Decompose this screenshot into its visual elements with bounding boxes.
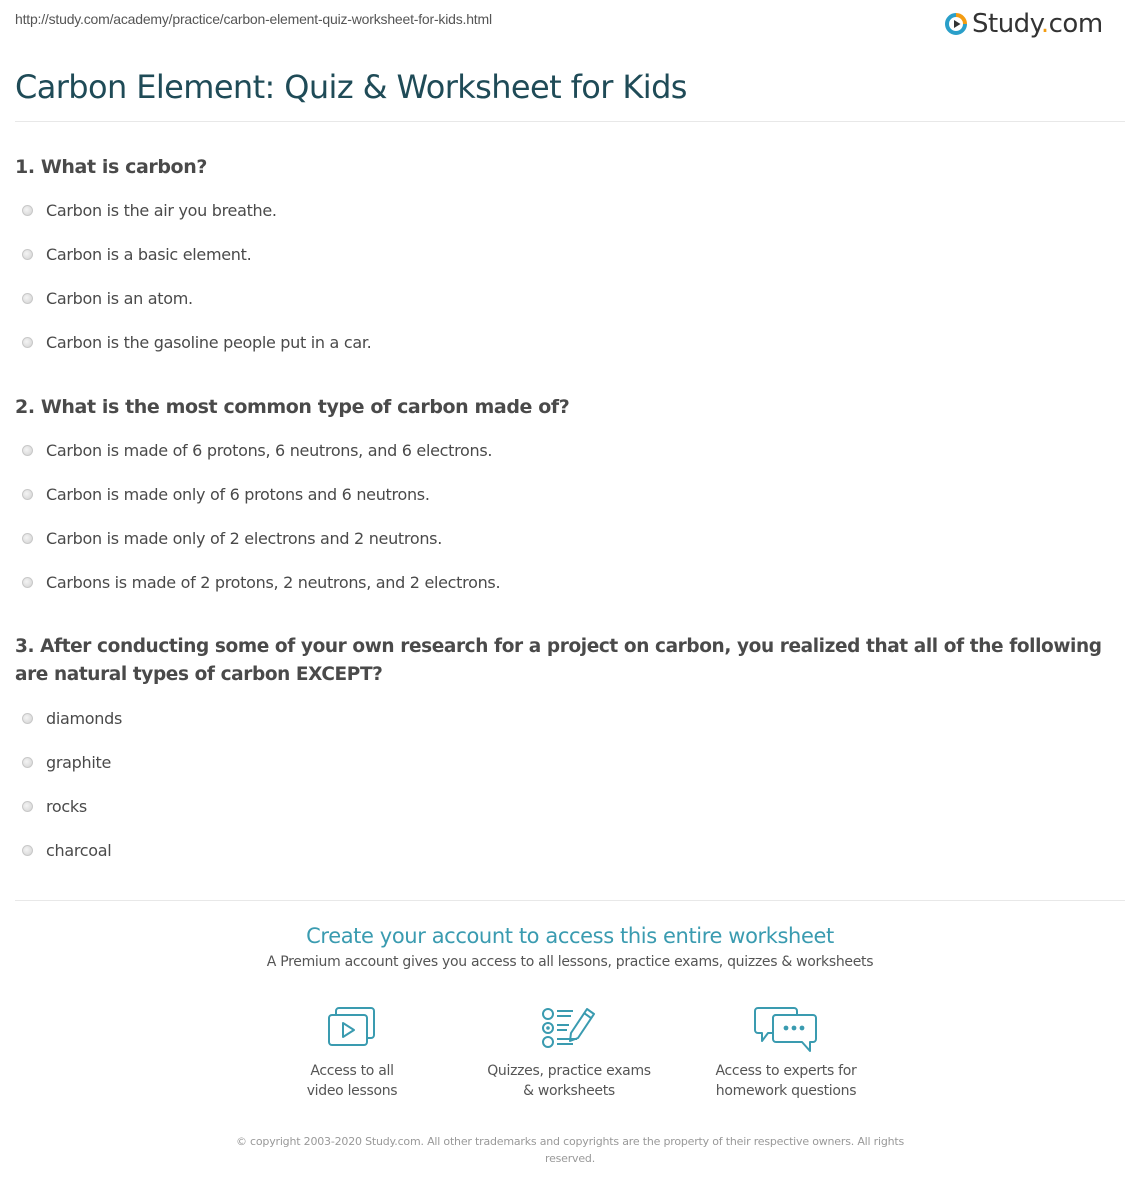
title-divider [15, 121, 1125, 122]
feature-label: Quizzes, practice exams & worksheets [487, 1063, 651, 1099]
copyright-footer: © copyright 2003-2020 Study.com. All other trademarks and copyrights are the property of their respective owners. All rights reserved. [235, 1135, 905, 1165]
q2-option-1[interactable] [22, 439, 492, 461]
q3-option-2[interactable] [22, 751, 111, 773]
option-label: Carbon is made only of 6 protons and 6 neutrons. [46, 484, 430, 504]
option-label: graphite [46, 752, 111, 772]
radio-button[interactable] [22, 845, 33, 856]
feature-label: Access to experts for homework questions [715, 1063, 857, 1099]
q3-option-4[interactable] [22, 839, 111, 861]
option-label: Carbons is made of 2 protons, 2 neutrons, and 2 electrons. [46, 572, 501, 592]
feature-experts [686, 1005, 886, 1101]
radio-button[interactable] [22, 293, 33, 304]
radio-button[interactable] [22, 249, 33, 260]
q1-option-1[interactable] [22, 199, 277, 221]
feature-video-lessons [252, 1005, 452, 1101]
q3-option-1[interactable] [22, 707, 122, 729]
option-label: charcoal [46, 840, 112, 860]
question-3: 3. After conducting some of your own research for a project on carbon, you realized that all of the following are natural types of carbon EXCEPT? [15, 636, 1102, 685]
question-1: 1. What is carbon? [15, 156, 207, 178]
option-label: Carbon is made of 6 protons, 6 neutrons, and 6 electrons. [46, 440, 493, 460]
play-ring-icon [945, 13, 967, 35]
feature-quizzes [469, 1005, 669, 1101]
create-account-link[interactable]: Create your account to access this entire worksheet [306, 924, 834, 948]
radio-button[interactable] [22, 445, 33, 456]
cta-subtitle: A Premium account gives you access to all lessons, practice exams, quizzes & worksheets [266, 954, 874, 970]
q2-option-3[interactable] [22, 527, 442, 549]
q1-option-3[interactable] [22, 287, 193, 309]
radio-button[interactable] [22, 489, 33, 500]
radio-button[interactable] [22, 205, 33, 216]
option-label: Carbon is the gasoline people put in a car. [46, 332, 372, 352]
option-label: Carbon is an atom. [46, 288, 193, 308]
option-label: rocks [46, 796, 87, 816]
radio-button[interactable] [22, 533, 33, 544]
cta-divider [15, 900, 1125, 901]
radio-button[interactable] [22, 757, 33, 768]
radio-button[interactable] [22, 337, 33, 348]
video-lessons-icon [326, 1005, 378, 1049]
q2-option-4[interactable] [22, 571, 500, 593]
page-title: Carbon Element: Quiz & Worksheet for Kids [15, 68, 687, 106]
q2-option-2[interactable] [22, 483, 430, 505]
feature-label: Access to all video lessons [306, 1063, 398, 1099]
option-label: diamonds [46, 708, 123, 728]
radio-button[interactable] [22, 577, 33, 588]
logo-text: Study.com [972, 9, 1103, 39]
chat-bubbles-icon [754, 1005, 818, 1055]
question-2: 2. What is the most common type of carbon made of? [15, 396, 570, 418]
quiz-checklist-icon [541, 1005, 597, 1049]
option-label: Carbon is a basic element. [46, 244, 252, 264]
option-label: Carbon is the air you breathe. [46, 200, 277, 220]
q1-option-4[interactable] [22, 331, 371, 353]
radio-button[interactable] [22, 713, 33, 724]
q1-option-2[interactable] [22, 243, 251, 265]
page-url: http://study.com/academy/practice/carbon-element-quiz-worksheet-for-kids.html [15, 11, 492, 27]
q3-option-3[interactable] [22, 795, 87, 817]
option-label: Carbon is made only of 2 electrons and 2 neutrons. [46, 528, 442, 548]
radio-button[interactable] [22, 801, 33, 812]
study-logo[interactable] [945, 9, 1103, 39]
